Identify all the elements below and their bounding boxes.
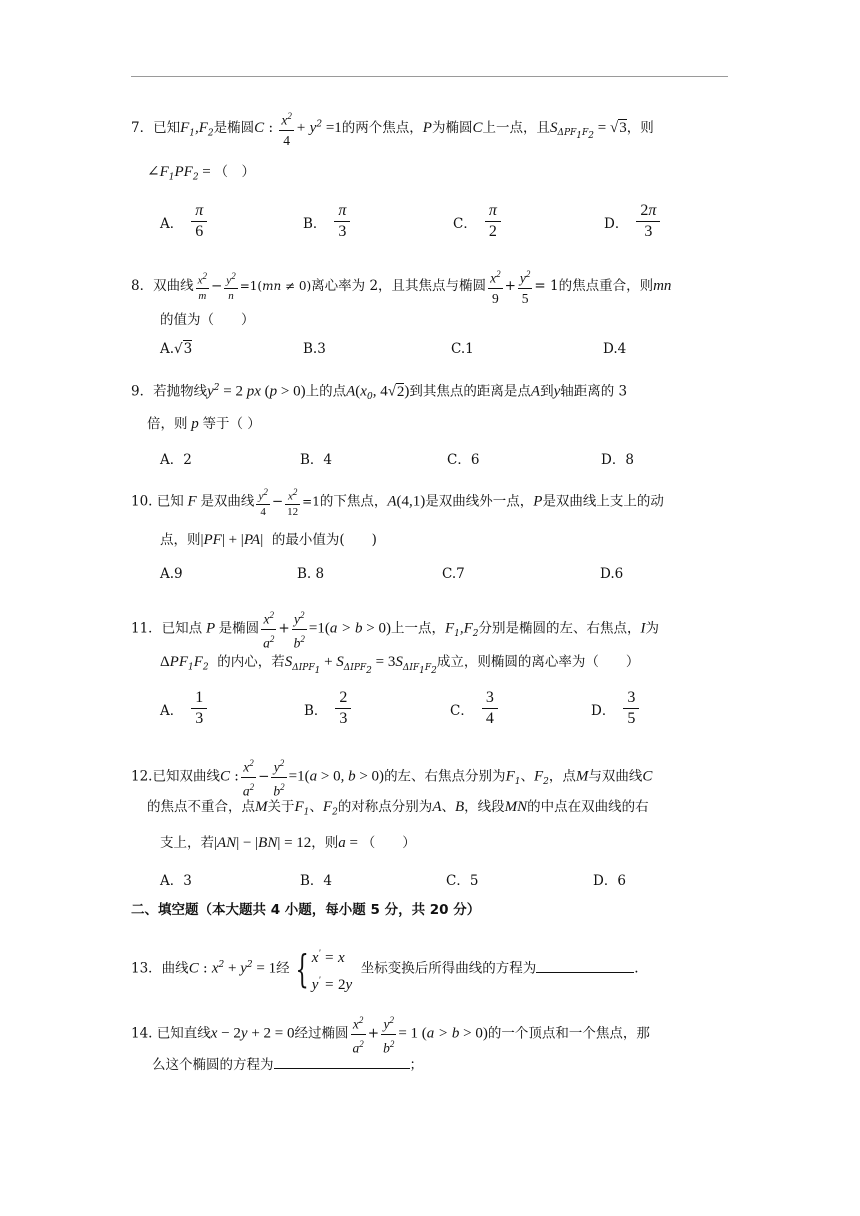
- q9-option-b[interactable]: B．4: [300, 452, 333, 468]
- q10-option-b[interactable]: B. 8: [297, 566, 325, 582]
- q12-option-a[interactable]: A．3: [160, 873, 192, 889]
- q11-option-b[interactable]: B． 2 3: [304, 688, 353, 729]
- question-10-line-1: 10. 已知 F 是双曲线 $\frac{y^2}{4}$ − $\frac{x^2}{12}$ =1的下焦点，A(4,1)是双曲线外一点，P是双曲线上支上的动: [131, 487, 664, 518]
- q8-option-d[interactable]: D.4: [603, 341, 627, 357]
- q12-option-d[interactable]: D．6: [593, 873, 626, 889]
- answer-blank-14[interactable]: [274, 1068, 410, 1069]
- question-8-line-1: 8．双曲线 $\frac{x^2}{m}$ − $\frac{y^2}{n}$ =1(mn ≠ 0)离心率为 2，且其焦点与椭圆 $\frac{x^2}{9}$ + $\frac{y^2}{5}$ = 1的焦点重合，则mn: [131, 265, 671, 308]
- answer-blank-13[interactable]: [536, 972, 634, 973]
- q11-option-a[interactable]: A． 1 3: [160, 688, 209, 729]
- q10-option-a[interactable]: A.9: [160, 566, 183, 582]
- q9-option-d[interactable]: D．8: [601, 452, 634, 468]
- q7-option-a[interactable]: A． π 6: [160, 201, 209, 242]
- q12-option-b[interactable]: B．4: [300, 873, 333, 889]
- q9-option-a[interactable]: A．2: [160, 452, 192, 468]
- q10-option-c[interactable]: C.7: [442, 566, 465, 582]
- q10-option-d[interactable]: D.6: [600, 566, 624, 582]
- header-rule: [131, 76, 728, 77]
- q11-option-c[interactable]: C． 3 4: [450, 688, 500, 729]
- q8-option-b[interactable]: B.3: [303, 341, 326, 357]
- question-12-line-2: 的焦点不重合，点M关于$F_1$、$F_2$的对称点分别为A、B，线段MN的中点在双曲线的右: [147, 799, 649, 818]
- q8-option-a[interactable]: A.√3: [160, 341, 193, 357]
- question-8-line-2: 的值为（ ）: [160, 312, 255, 328]
- question-9-line-2: 倍，则 p 等于（ ）: [147, 416, 261, 432]
- question-7-line-2: $\angle F_1PF_2$ = （ ）: [147, 164, 256, 183]
- question-13-line: 13．曲线C : $x^2 + y^2 = 1$经 { x' = x y' = 2y 坐标变换后所得曲线的方程为 .: [131, 942, 639, 996]
- q7-option-d[interactable]: D． 2π 3: [604, 201, 662, 242]
- fraction-x2-over-4: $\frac{x^2}{4}$: [279, 107, 294, 150]
- q12-option-c[interactable]: C．5: [446, 873, 479, 889]
- q11-option-d[interactable]: D． 3 5: [591, 688, 641, 729]
- question-7-line-1: 7．已知$F_1,F_2$是椭圆C : $\frac{x^2}{4}$ + $y^2 =1$的两个焦点，P为椭圆C上一点，且$S_{\Delta PF_1F_2} = √3$，则: [131, 107, 654, 150]
- q7-option-b[interactable]: B． π 3: [303, 201, 352, 242]
- transformation-brace: { x' = x y' = 2y: [295, 947, 353, 993]
- question-12-line-1: 12.已知双曲线C : $\frac{x^2}{a^2}$ − $\frac{y^2}{b^2}$ =1(a > 0, b > 0)的左、右焦点分别为$F_1$、$F_2$，点M与双曲线C: [131, 754, 652, 800]
- question-12-line-3: 支上，若|AN| − |BN| = 12，则a = （ ）: [160, 835, 416, 851]
- question-14-line-2: 么这个椭圆的方程为 ；: [152, 1057, 423, 1073]
- q8-option-c[interactable]: C.1: [451, 341, 474, 357]
- question-10-line-2: 点，则|PF| + |PA| 的最小值为( ): [160, 532, 377, 548]
- question-14-line-1: 14. 已知直线x − 2y + 2 = 0经过椭圆 $\frac{x^2}{a^2}$ + $\frac{y^2}{b^2}$ = 1 (a > b > 0)的一个顶点和一个焦点，那: [131, 1011, 650, 1057]
- section-2-title: 二、填空题（本大题共 4 小题，每小题 5 分，共 20 分）: [131, 902, 481, 918]
- q7-option-c[interactable]: C． π 2: [453, 201, 503, 242]
- question-11-line-1: 11．已知点 P 是椭圆 $\frac{x^2}{a^2}$ + $\frac{y^2}{b^2}$ =1(a > b > 0)上一点，$F_1,F_2$分别是椭圆的左、右焦点，I为: [131, 606, 659, 652]
- q9-option-c[interactable]: C．6: [447, 452, 480, 468]
- question-9-line-1: 9．若抛物线$y^2 = 2$ px (p > 0)上的点$A(x_0$, 4√2)到其焦点的距离是点A到y轴距离的 3: [131, 383, 628, 403]
- question-11-line-2: $\Delta PF_1F_2$ 的内心，若$S_{\Delta IPF_1} + S_{\Delta IPF_2} = 3S_{\Delta IF_1F_2}$成立，则椭圆的离心率为（ ）: [160, 654, 640, 676]
